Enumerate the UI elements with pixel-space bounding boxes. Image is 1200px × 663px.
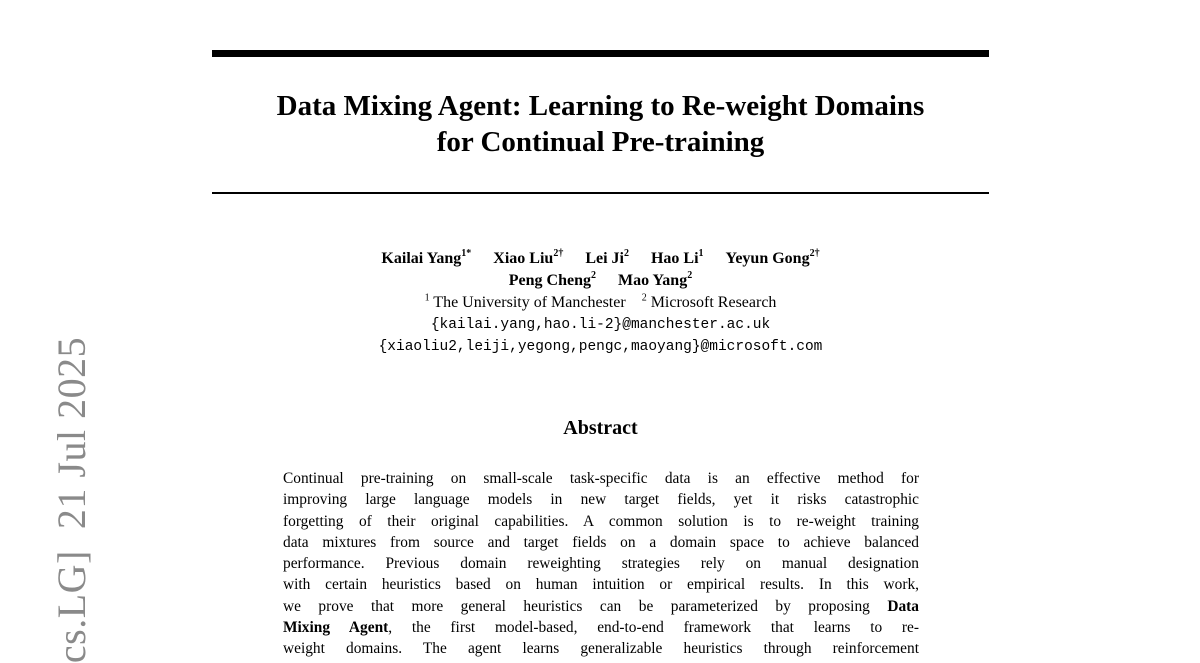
arxiv-date: 21 Jul 2025 <box>49 336 94 530</box>
affiliations <box>212 292 989 314</box>
author: Lei Ji$^2$ <box>585 247 629 267</box>
author-line-1 <box>212 248 989 270</box>
author: Kailai Yang$^{1*}$ <box>381 247 472 267</box>
paper-title <box>212 88 989 160</box>
author: Xiao Liu$^{2\dagger}$ <box>493 247 564 267</box>
title-line-1: Data Mixing Agent: Learning to Re-weight Domains <box>276 90 925 122</box>
author-block <box>212 248 989 358</box>
abstract-text <box>283 468 919 660</box>
arxiv-category: cs.LG] <box>49 550 94 663</box>
top-rule <box>212 50 989 57</box>
abstract-line: weight domains. The agent learns generalizable heuristics through reinforcement <box>283 640 919 658</box>
author: Peng Cheng$^2$ <box>508 269 597 289</box>
method-name-bold: Mixing Agent <box>283 619 389 637</box>
abstract-line: Mixing Agent, the first model-based, end-to-end framework that learns to re- <box>283 619 919 637</box>
abstract-line: we prove that more general heuristics can be parameterized by proposing Data <box>283 597 919 615</box>
abstract-line: Continual pre-training on small-scale task-specific data is an effective method for <box>283 470 919 487</box>
affiliation: $^2$ Microsoft Research <box>641 292 777 311</box>
author-line-2 <box>212 270 989 292</box>
author: Hao Li$^1$ <box>650 247 704 267</box>
abstract-line: improving large language models in new target fields, yet it risks catastrophic <box>283 491 919 509</box>
author: Yeyun Gong$^{2\dagger}$ <box>725 247 820 267</box>
abstract-line: data mixtures from source and target fields on a domain space to achieve balanced <box>283 533 919 551</box>
affiliation: $^1$ The University of Manchester <box>424 292 626 311</box>
title-rule <box>212 192 989 194</box>
abstract-line: performance. Previous domain reweighting strategies rely on manual designation <box>283 555 919 573</box>
abstract-line: with certain heuristics based on human intuition or empirical results. In this work, <box>283 576 919 594</box>
abstract-line: forgetting of their original capabilities. A common solution is to re-weight training <box>283 512 919 530</box>
email-manchester: {kailai.yang,hao.li-2}@manchester.ac.uk <box>430 317 771 333</box>
arxiv-side-stamp <box>49 336 94 663</box>
abstract-heading: Abstract <box>563 417 638 439</box>
author: Mao Yang$^2$ <box>618 269 693 289</box>
email-microsoft: {xiaoliu2,leiji,yegong,pengc,maoyang}@microsoft.com <box>378 339 823 355</box>
title-line-2: for Continual Pre-training <box>436 126 765 158</box>
method-name-bold: Data <box>887 597 919 615</box>
